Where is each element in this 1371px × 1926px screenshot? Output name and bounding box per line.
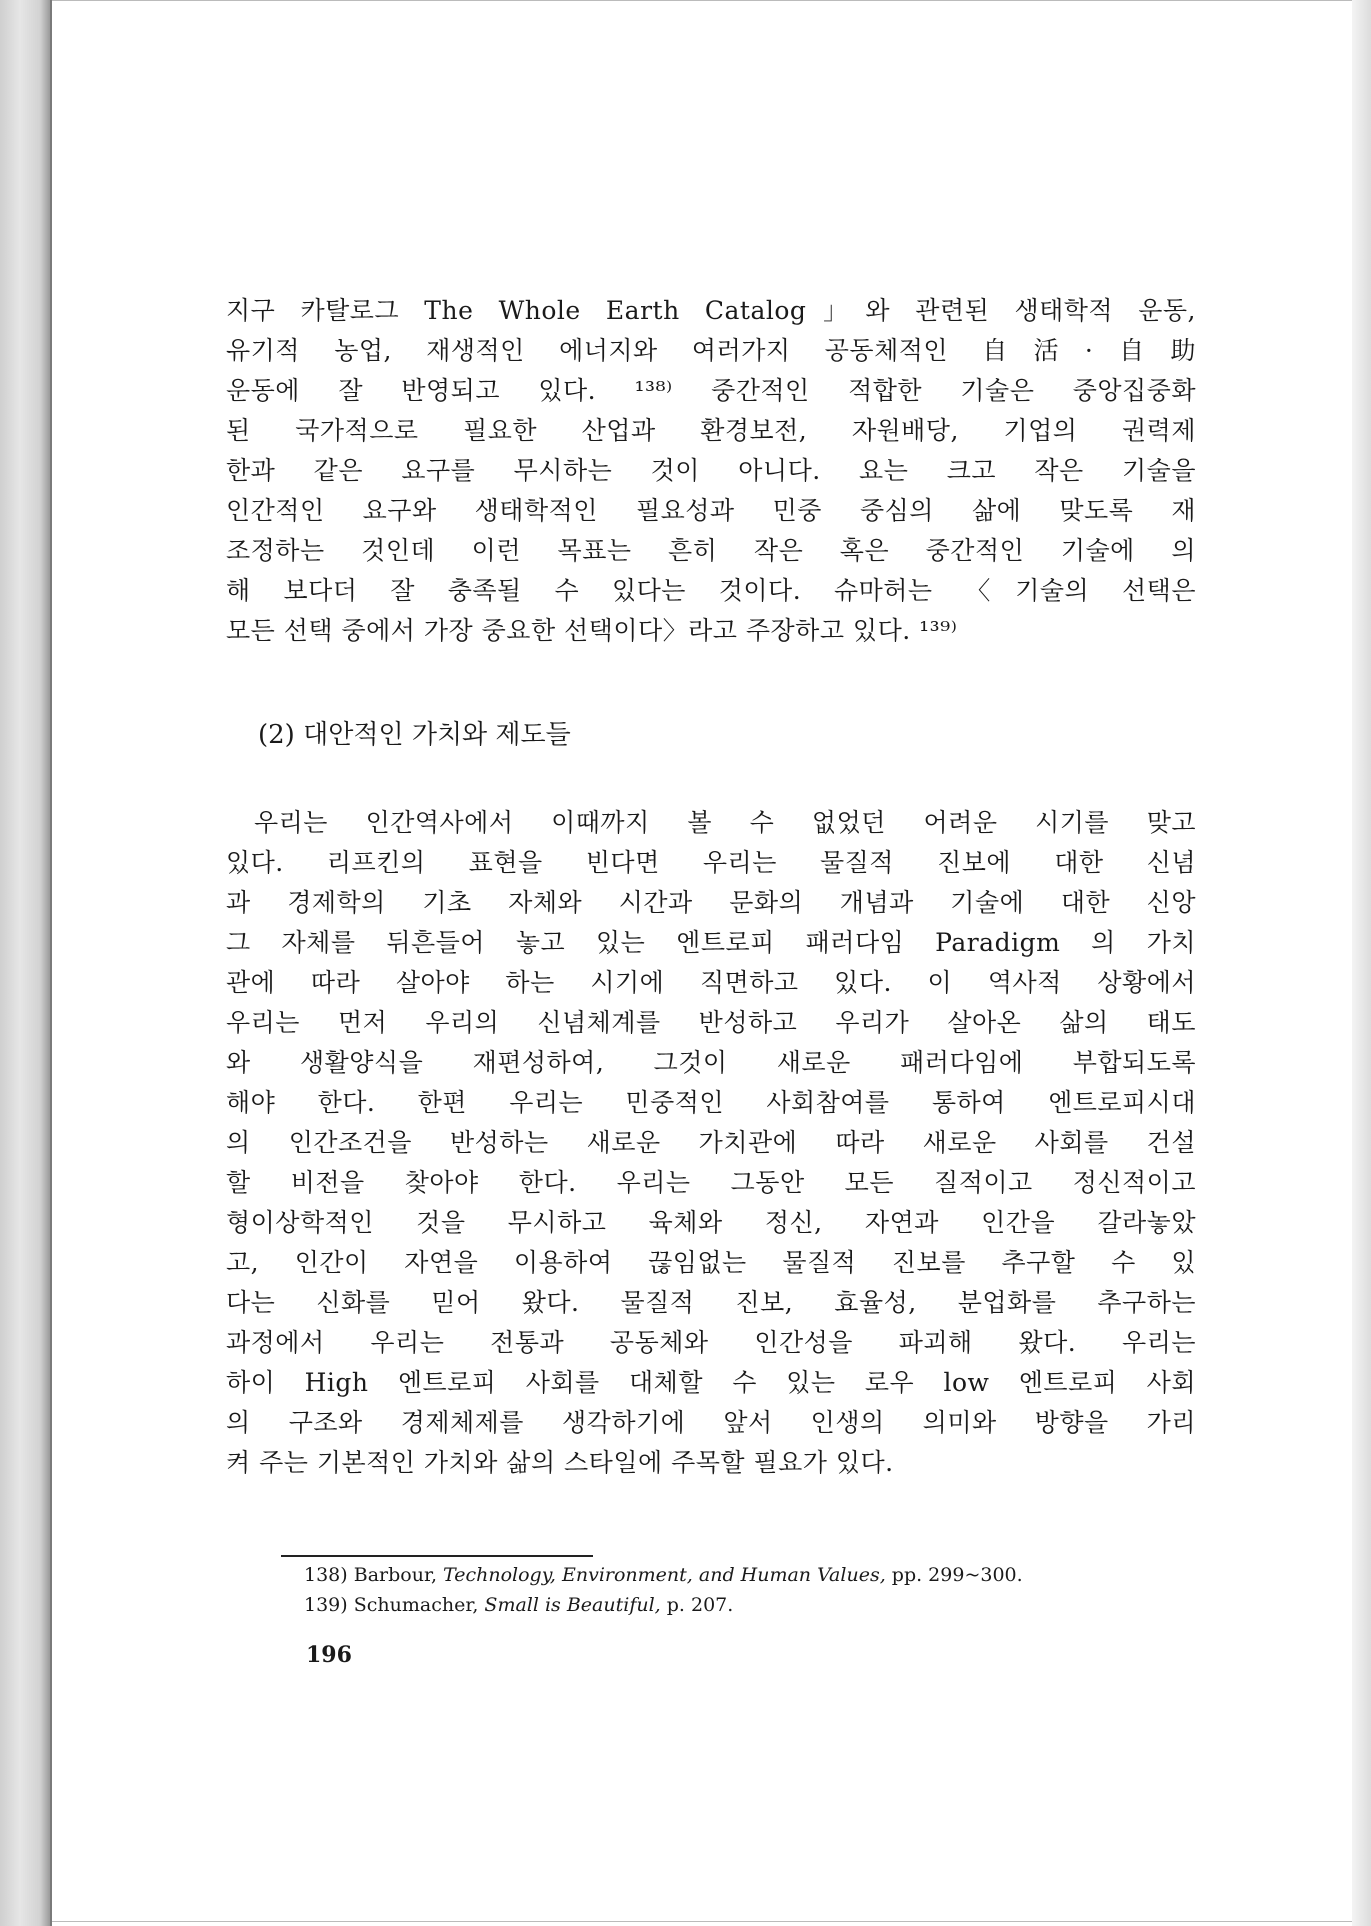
paragraph-2 — [226, 803, 1196, 1483]
text-line: 지구 카탈로그 The Whole Earth Catalog」와 관련된 생태학적 운동, — [226, 296, 1196, 325]
text-line: 그 자체를 뒤흔들어 놓고 있는 엔트로피 패러다임 Paradigm 의 가치 — [226, 928, 1196, 957]
footnote-number: 138) — [304, 1564, 348, 1586]
footnote-number: 139) — [304, 1594, 348, 1616]
footnote-divider — [281, 1555, 593, 1557]
text-line: 의 인간조건을 반성하는 새로운 가치관에 따라 새로운 사회를 건설 — [226, 1128, 1196, 1157]
text-line: 있다. 리프킨의 표현을 빈다면 우리는 물질적 진보에 대한 신념 — [226, 848, 1196, 877]
text-line: 조정하는 것인데 이런 목표는 흔히 작은 혹은 중간적인 기술에 의 — [226, 536, 1196, 565]
text-line: 운동에 잘 반영되고 있다. ¹³⁸⁾ 중간적인 적합한 기술은 중앙집중화 — [226, 376, 1196, 405]
text-line: 고, 인간이 자연을 이용하여 끊임없는 물질적 진보를 추구할 수 있 — [226, 1248, 1196, 1277]
text-line: 과 경제학의 기초 자체와 시간과 문화의 개념과 기술에 대한 신앙 — [226, 888, 1196, 917]
book-spine — [0, 0, 52, 1926]
footnote-pages: pp. 299~300. — [891, 1564, 1023, 1586]
text-line: 인간적인 요구와 생태학적인 필요성과 민중 중심의 삶에 맞도록 재 — [226, 496, 1196, 525]
paragraph-1 — [226, 291, 1196, 651]
text-line: 모든 선택 중에서 가장 중요한 선택이다〉라고 주장하고 있다. ¹³⁹⁾ — [226, 616, 958, 645]
text-line: 우리는 먼저 우리의 신념체계를 반성하고 우리가 살아온 삶의 태도 — [226, 1008, 1196, 1037]
text-line: 하이 High 엔트로피 사회를 대체할 수 있는 로우 low 엔트로피 사회 — [226, 1368, 1196, 1397]
text-line: 된 국가적으로 필요한 산업과 환경보전, 자원배당, 기업의 권력제 — [226, 416, 1196, 445]
footnote-author: Barbour, — [353, 1564, 437, 1586]
text-line: 유기적 농업, 재생적인 에너지와 여러가지 공동체적인 自活·自助 — [226, 336, 1196, 365]
footnote-pages: p. 207. — [666, 1594, 734, 1616]
footnote-author: Schumacher, — [353, 1594, 479, 1616]
footnote-title: Technology, Environment, and Human Values, — [443, 1564, 886, 1586]
text-line: 한과 같은 요구를 무시하는 것이 아니다. 요는 크고 작은 기술을 — [226, 456, 1196, 485]
text-line: 다는 신화를 믿어 왔다. 물질적 진보, 효율성, 분업화를 추구하는 — [226, 1288, 1196, 1317]
footnote-138 — [304, 1560, 1204, 1590]
page-number: 196 — [306, 1642, 352, 1668]
text-line: 해야 한다. 한편 우리는 민중적인 사회참여를 통하여 엔트로피시대 — [226, 1088, 1196, 1117]
text-line: 의 구조와 경제체제를 생각하기에 앞서 인생의 의미와 방향을 가리 — [226, 1408, 1196, 1437]
footnotes — [304, 1560, 1204, 1620]
page-edge — [1352, 0, 1371, 1926]
text-line: 와 생활양식을 재편성하여, 그것이 새로운 패러다임에 부합되도록 — [226, 1048, 1196, 1077]
section-heading: (2) 대안적인 가치와 제도들 — [258, 720, 571, 750]
text-line: 우리는 인간역사에서 이때까지 볼 수 없었던 어려운 시기를 맞고 — [254, 808, 1196, 837]
text-line: 해 보다더 잘 충족될 수 있다는 것이다. 슈마허는 〈기술의 선택은 — [226, 576, 1196, 605]
text-line: 켜 주는 기본적인 가치와 삶의 스타일에 주목할 필요가 있다. — [226, 1448, 894, 1477]
footnote-title: Small is Beautiful, — [484, 1594, 661, 1616]
text-line: 과정에서 우리는 전통과 공동체와 인간성을 파괴해 왔다. 우리는 — [226, 1328, 1196, 1357]
text-line: 할 비전을 찾아야 한다. 우리는 그동안 모든 질적이고 정신적이고 — [226, 1168, 1196, 1197]
text-line: 형이상학적인 것을 무시하고 육체와 정신, 자연과 인간을 갈라놓았 — [226, 1208, 1196, 1237]
footnote-139 — [304, 1590, 1204, 1620]
text-line: 관에 따라 살아야 하는 시기에 직면하고 있다. 이 역사적 상황에서 — [226, 968, 1196, 997]
